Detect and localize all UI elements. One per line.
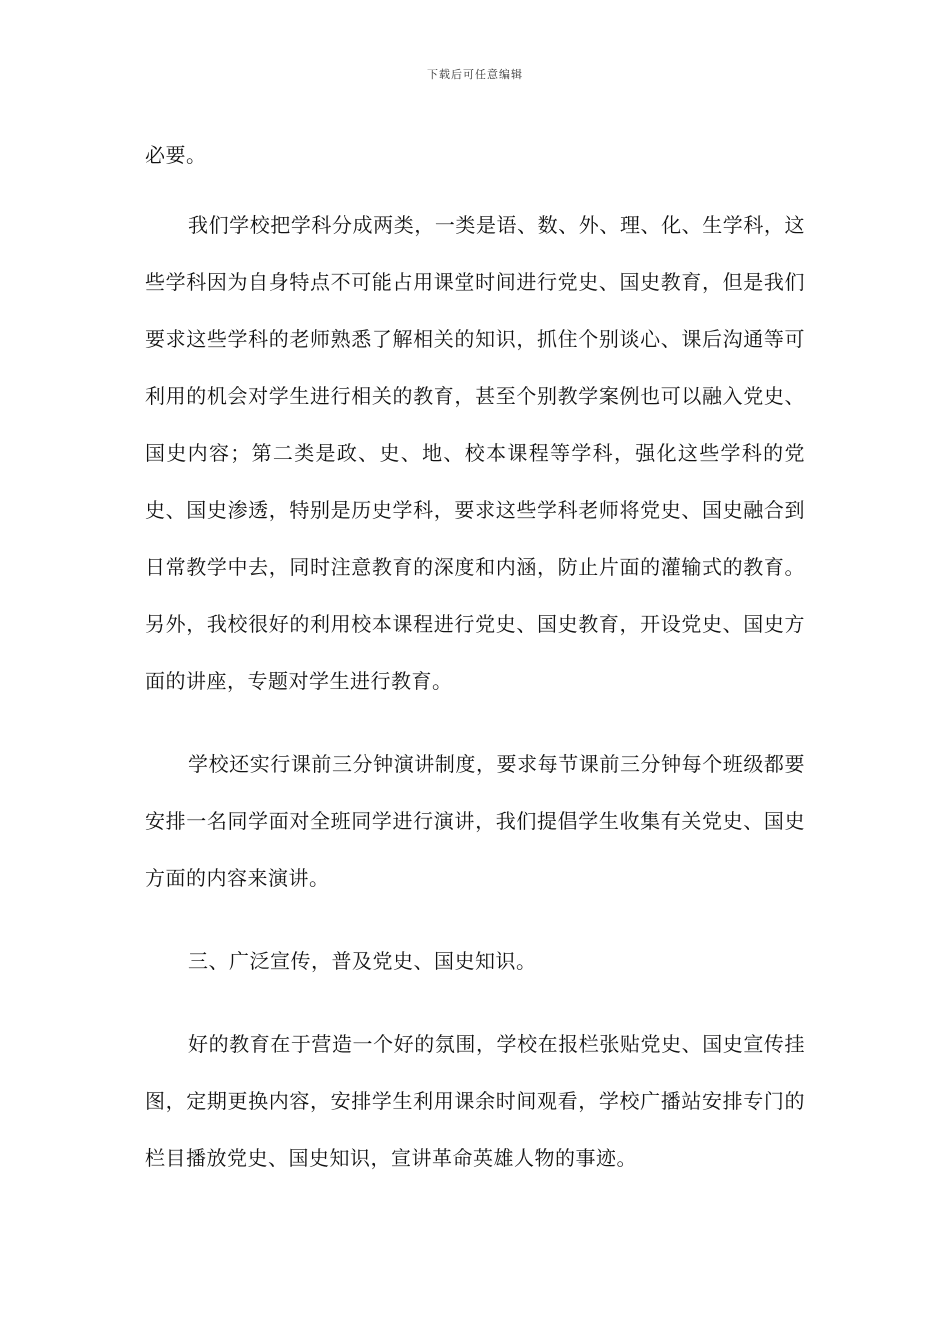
paragraph-three-minute-speech: 学校还实行课前三分钟演讲制度，要求每节课前三分钟每个班级都要安排一名同学面对全班同学进行演讲，我们提倡学生收集有关党史、国史方面的内容来演讲。 bbox=[145, 752, 805, 890]
paragraph-subject-categories: 我们学校把学科分成两类，一类是语、数、外、理、化、生学科，这些学科因为自身特点不可能占用课堂时间进行党史、国史教育，但是我们要求这些学科的老师熟悉了解相关的知识，抓住个别谈心、课后沟通等可利用的机会对学生进行相关的教育，甚至个别教学案例也可以融入党史、国史内容；第二类是政、史、地、校本课程等学科，强化这些学科的党史、国史渗透，特别是历史学科，要求这些学科老师将党史、国史融合到日常教学中去，同时注意教育的深度和内涵，防止片面的灌输式的教育。另外，我校很好的利用校本课程进行党史、国史教育，开设党史、国史方面的讲座，专题对学生进行教育。 bbox=[145, 213, 805, 693]
document-body bbox=[145, 127, 805, 1213]
section-heading-publicity: 三、广泛宣传，普及党史、国史知识。 bbox=[188, 949, 537, 973]
paragraph-continuation: 必要。 bbox=[145, 143, 207, 167]
page-header: 下载后可任意编辑 bbox=[427, 68, 523, 81]
paragraph-atmosphere: 好的教育在于营造一个好的氛围，学校在报栏张贴党史、国史宣传挂图，定期更换内容，安排学生利用课余时间观看，学校广播站安排专门的栏目播放党史、国史知识，宣讲革命英雄人物的事迹。 bbox=[145, 1032, 805, 1170]
